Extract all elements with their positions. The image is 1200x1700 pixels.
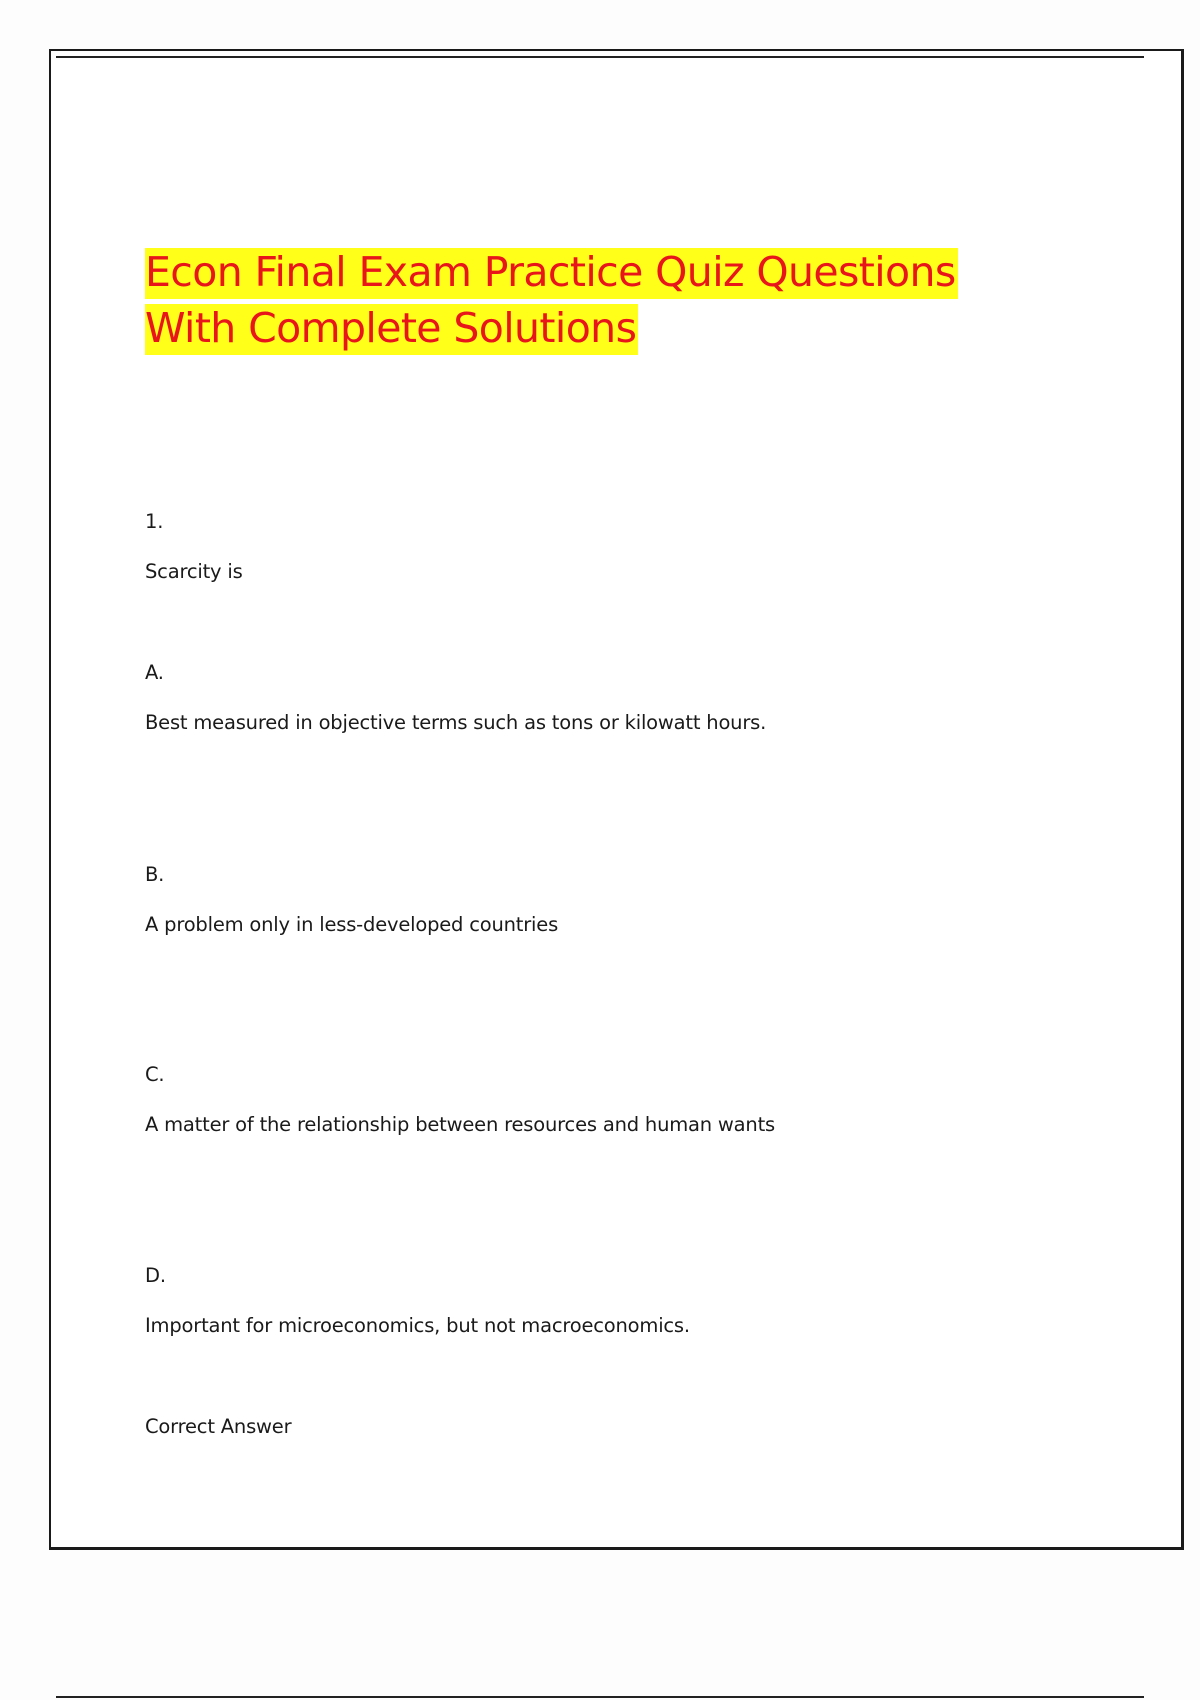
title-line-1: Econ Final Exam Practice Quiz Questions — [145, 248, 958, 299]
document-title — [145, 244, 958, 356]
option-d-letter: D. — [145, 1264, 166, 1287]
option-b-letter: B. — [145, 863, 165, 886]
top-rule — [56, 56, 1144, 58]
option-b-text: A problem only in less-developed countries — [145, 913, 559, 936]
option-a-letter: A. — [145, 661, 164, 684]
title-line-2: With Complete Solutions — [145, 304, 638, 355]
question-number: 1. — [145, 510, 164, 533]
bottom-rule — [56, 1696, 1144, 1698]
question-prompt: Scarcity is — [145, 560, 243, 583]
option-a-text: Best measured in objective terms such as tons or kilowatt hours. — [145, 711, 767, 734]
option-d-text: Important for microeconomics, but not macroeconomics. — [145, 1314, 690, 1337]
correct-answer-label: Correct Answer — [145, 1415, 292, 1438]
option-c-text: A matter of the relationship between resources and human wants — [145, 1113, 775, 1136]
option-c-letter: C. — [145, 1063, 165, 1086]
